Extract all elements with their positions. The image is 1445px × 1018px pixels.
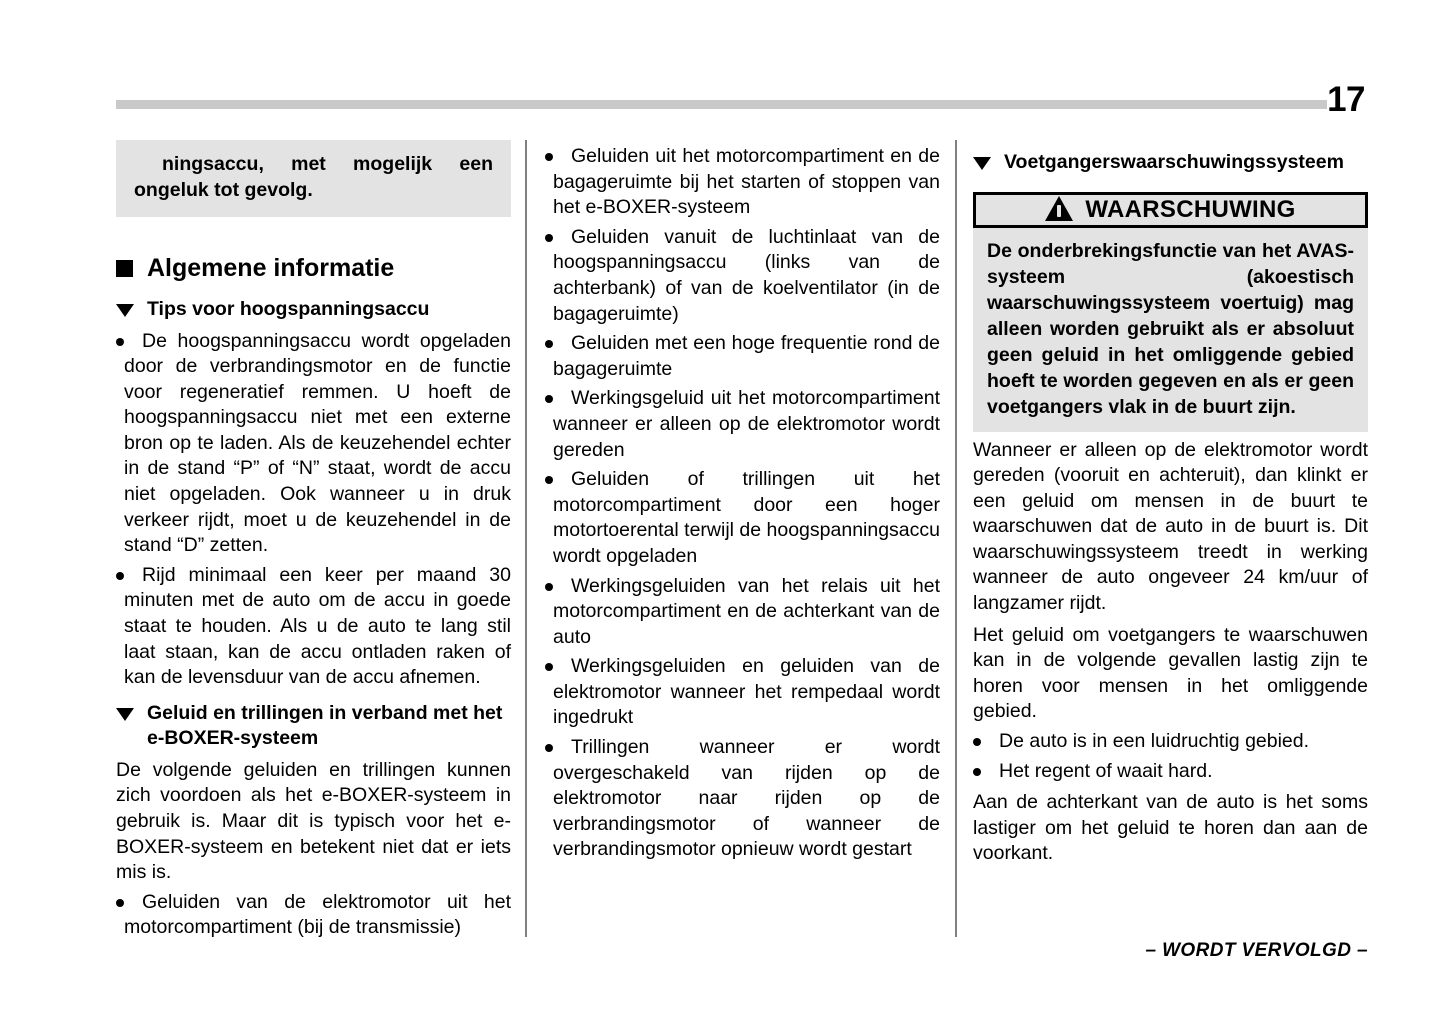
subheading-noise-vibration-label: Geluid en trillingen in verband met het e-BOXER-systeem <box>147 701 503 750</box>
page-number: 17 <box>1327 80 1365 119</box>
list-item-text: Werkingsgeluid uit het motorcompartiment wanneer er alleen op de elektromotor wordt gereden <box>553 387 940 461</box>
list-item <box>545 225 940 327</box>
list-item-text: De auto is in een luidruchtig gebied. <box>999 730 1310 753</box>
list-item <box>973 759 1368 785</box>
subheading-tips <box>116 297 511 323</box>
column-2 <box>545 140 940 863</box>
section-heading-label: Algemene informatie <box>147 254 395 282</box>
list-item <box>545 574 940 651</box>
column-separator-2 <box>955 140 957 937</box>
list-item-text: Werkingsgeluiden van het relais uit het motorcompartiment en de achterkant van de auto <box>553 574 940 648</box>
continued-note-wrapper <box>973 940 1368 962</box>
triangle-marker-icon <box>116 304 134 317</box>
triangle-marker-icon <box>973 157 991 170</box>
list-item <box>545 654 940 731</box>
list-item-text: Rijd minimaal een keer per maand 30 minuten met de auto om de accu in goede staat te houden. Als u de auto te lang stil laat staan, kan de accu ontladen raken of kan de levensduur van de accu afnemen. <box>124 563 511 689</box>
paragraph: Wanneer er alleen op de elektromotor wordt gereden (vooruit en achteruit), dan klinkt er een geluid om mensen in de buurt te waarschuwen dat de auto in de buurt is. Dit waarschuwingssysteem treedt in werking wanneer de auto ongeveer 24 km/uur of langzamer rijdt. <box>973 438 1368 615</box>
column-3 <box>973 140 1368 867</box>
list-item-text: Trillingen wanneer er wordt overgeschakeld van rijden op de elektromotor naar rijden op de verbrandingsmotor of wanneer de verbrandingsmotor opnieuw wordt gestart <box>553 736 940 861</box>
list-item-text: Werkingsgeluiden en geluiden van de elektromotor wanneer het rempedaal wordt ingedrukt <box>553 655 940 729</box>
paragraph: Het geluid om voetgangers te waarschuwen kan in de volgende gevallen lastig zijn te horen voor mensen in het omliggende gebied. <box>973 623 1368 723</box>
subheading-noise-vibration <box>116 701 511 752</box>
header-rule <box>116 100 1327 109</box>
square-marker-icon <box>116 260 133 277</box>
list-item <box>545 144 940 221</box>
warning-body <box>973 228 1368 432</box>
list-item-text: Geluiden uit het motorcompartiment en de bagageruimte bij het starten of stoppen van het e-BOXER-systeem <box>553 145 940 219</box>
list-item-text: Geluiden met een hoge frequentie rond de bagageruimte <box>553 332 940 380</box>
list-item <box>545 386 940 463</box>
list-item <box>116 329 511 559</box>
list-item <box>545 331 940 382</box>
warning-body-text: De onderbrekingsfunctie van het AVAS-systeem (akoestisch waarschuwingssysteem voertuig) mag alleen worden gebruikt als er absoluut geen geluid in het omliggende gebied hoeft te worden gegeven en als er geen voetgangers vlak in de buurt zijn. <box>987 239 1354 418</box>
list-item-text: Het regent of waait hard. <box>999 759 1213 782</box>
list-item-text: Geluiden van de elektromotor uit het motorcompartiment (bij de transmissie) <box>124 890 511 939</box>
list-item <box>116 890 511 941</box>
list-item-text: Geluiden vanuit de luchtinlaat van de hoogspanningsaccu (links van de achterbank) of van de koelventilator (in de bagageruimte) <box>553 225 940 325</box>
section-heading <box>116 253 511 283</box>
warning-header <box>973 192 1368 228</box>
subheading-pedestrian-warning-label: Voetgangerswaarschuwingssysteem <box>1004 151 1344 173</box>
subheading-tips-label: Tips voor hoogspanningsaccu <box>147 298 430 320</box>
paragraph: Aan de achterkant van de auto is het soms lastiger om het geluid te horen dan aan de voorkant. <box>973 791 1368 865</box>
list-item-text: De hoogspanningsaccu wordt opgeladen door de verbrandingsmotor en de functie voor regeneratief remmen. U hoeft de hoogspanningsaccu niet met een externe bron op te laden. Als de keuzehendel echter in de stand “P” of “N” staat, wordt de accu niet opgeladen. Ook wanneer u in druk verkeer rijdt, moet u de keuzehendel in de stand “D” zetten. <box>124 329 511 557</box>
page-columns <box>0 140 1445 961</box>
column-1 <box>116 140 511 941</box>
warning-triangle-icon <box>1045 196 1073 221</box>
page-header <box>116 80 1365 122</box>
list-item-text: Geluiden of trillingen uit het motorcompartiment door een hoger motortoerental terwijl de hoogspanningsaccu wordt opgeladen <box>553 468 940 567</box>
intro-callout-box <box>116 140 511 217</box>
paragraph: De volgende geluiden en trillingen kunnen zich voordoen als het e-BOXER-systeem in gebruik is. Maar dit is typisch voor het e-BOXER-systeem en betekent niet dat er iets mis is. <box>116 758 511 884</box>
triangle-marker-icon <box>116 708 134 721</box>
list-item <box>545 735 940 863</box>
intro-callout-text: ningsaccu, met mogelijk een ongeluk tot gevolg. <box>134 153 493 201</box>
list-item <box>116 563 511 691</box>
list-item <box>545 467 940 569</box>
list-item <box>973 729 1368 755</box>
warning-title: WAARSCHUWING <box>1085 195 1296 223</box>
continued-note: – WORDT VERVOLGD – <box>1145 940 1368 961</box>
subheading-pedestrian-warning <box>973 150 1368 176</box>
